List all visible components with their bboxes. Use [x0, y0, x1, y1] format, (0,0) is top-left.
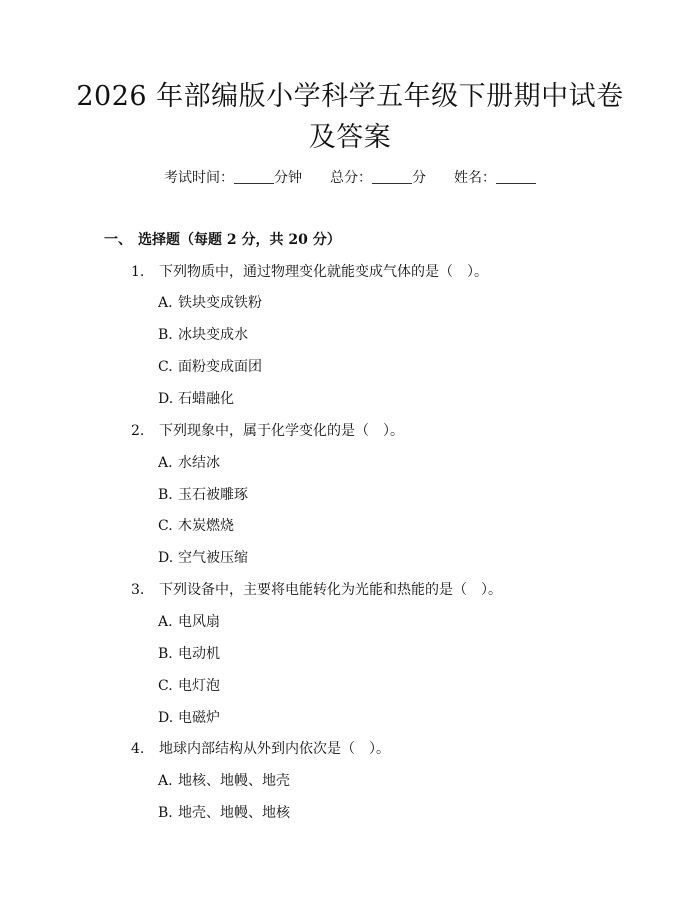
section-heading [104, 230, 341, 250]
q3-option-a [158, 612, 220, 632]
option-text: 水结冰 [178, 455, 220, 471]
name-blank [496, 169, 536, 184]
option-text: 电灯泡 [178, 678, 220, 694]
score-label: 总分： [330, 170, 372, 186]
option-label: C. [158, 518, 173, 534]
q2-option-c [158, 516, 234, 536]
q4-option-a [158, 771, 290, 791]
time-unit: 分钟 [274, 170, 302, 186]
option-text: 玉石被雕琢 [178, 487, 248, 503]
section-number: 一、 [104, 232, 132, 248]
question-2 [131, 421, 404, 441]
option-label: C. [158, 359, 173, 375]
question-1 [131, 262, 488, 282]
question-text: 下列物质中，通过物理变化就能变成气体的是（ ）。 [159, 264, 488, 280]
option-label: A. [158, 773, 173, 789]
q3-option-d [158, 708, 220, 728]
option-label: A. [158, 295, 173, 311]
q4-option-b [158, 803, 290, 823]
option-text: 石蜡融化 [178, 391, 234, 407]
option-label: D. [158, 391, 174, 407]
option-text: 面粉变成面团 [178, 359, 262, 375]
question-number: 4. [131, 741, 145, 757]
score-blank [372, 169, 412, 184]
option-label: B. [158, 805, 173, 821]
option-text: 木炭燃烧 [178, 518, 234, 534]
question-text: 下列现象中，属于化学变化的是（ ）。 [159, 423, 404, 439]
time-label: 考试时间： [164, 170, 234, 186]
q1-option-d [158, 389, 234, 409]
q1-option-c [158, 357, 262, 377]
option-text: 地壳、地幔、地核 [178, 805, 290, 821]
q2-option-d [158, 548, 248, 568]
option-text: 电磁炉 [178, 710, 220, 726]
option-label: B. [158, 327, 173, 343]
q3-option-c [158, 676, 220, 696]
section-title: 选择题（每题 2 分，共 20 分） [138, 232, 341, 248]
q2-option-a [158, 453, 220, 473]
option-label: C. [158, 678, 173, 694]
option-text: 冰块变成水 [178, 327, 248, 343]
q3-option-b [158, 644, 220, 664]
option-text: 电风扇 [178, 614, 220, 630]
option-label: A. [158, 614, 173, 630]
option-text: 铁块变成铁粉 [178, 295, 262, 311]
option-text: 地核、地幔、地壳 [178, 773, 290, 789]
question-number: 3. [131, 582, 145, 598]
option-text: 空气被压缩 [178, 550, 248, 566]
question-text: 下列设备中，主要将电能转化为光能和热能的是（ ）。 [159, 582, 502, 598]
option-label: B. [158, 487, 173, 503]
exam-title-line2: 及答案 [308, 122, 392, 153]
question-3 [131, 580, 502, 600]
score-unit: 分 [412, 170, 426, 186]
question-number: 1. [131, 264, 145, 280]
time-blank [234, 169, 274, 184]
option-label: D. [158, 710, 174, 726]
q1-option-b [158, 325, 248, 345]
q1-option-a [158, 293, 262, 313]
option-label: D. [158, 550, 174, 566]
exam-title-line1: 2026 年部编版小学科学五年级下册期中试卷 [76, 81, 624, 112]
question-4 [131, 739, 390, 759]
option-label: B. [158, 646, 173, 662]
question-number: 2. [131, 423, 145, 439]
q2-option-b [158, 485, 248, 505]
exam-meta [0, 168, 700, 188]
option-text: 电动机 [178, 646, 220, 662]
question-text: 地球内部结构从外到内依次是（ ）。 [159, 741, 390, 757]
option-label: A. [158, 455, 173, 471]
name-label: 姓名： [454, 170, 496, 186]
